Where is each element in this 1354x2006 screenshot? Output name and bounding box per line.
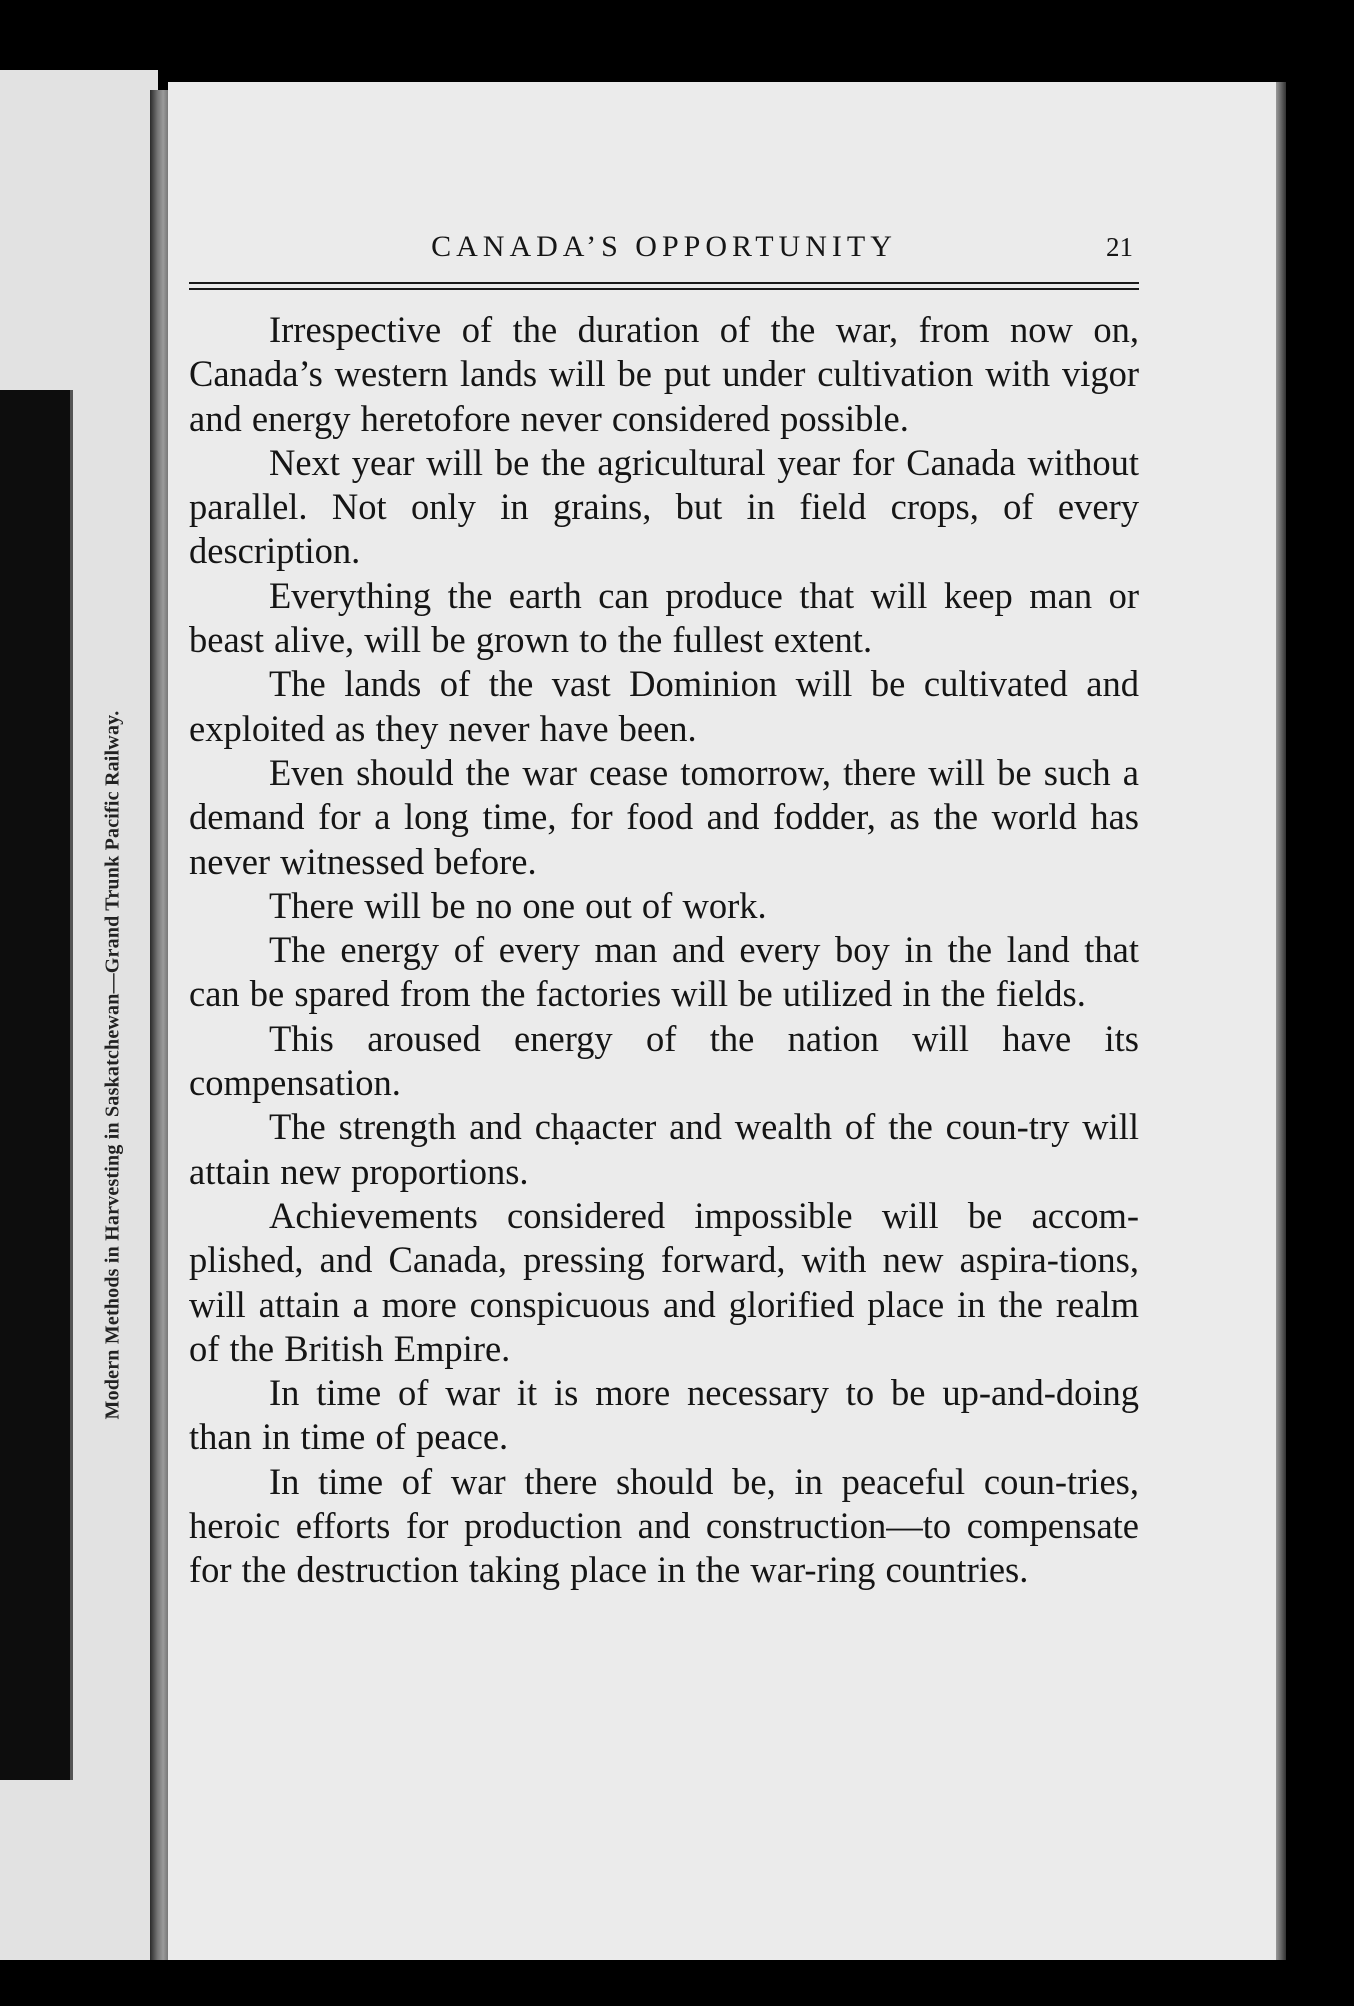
paragraph: The lands of the vast Dominion will be cultivated and exploited as they never have been. [189, 663, 1139, 749]
paragraph: Irrespective of the duration of the war, from now on, Canada’s western lands will be put under cultivation with vigor and energy heretofore never considered possible. [189, 309, 1139, 439]
paragraph: This aroused energy of the nation will have its compensation. [189, 1017, 1139, 1104]
running-title: CANADA’S OPPORTUNITY [431, 230, 897, 263]
page-number: 21 [1106, 232, 1133, 262]
photo-plate [0, 390, 73, 1780]
body-text [189, 308, 1139, 1593]
paragraph: Achievements considered impossible will be accom-plished, and Canada, pressing forward, with new aspira-tions, will attain a more conspicuous and glorified place in the realm of the British Empire. [189, 1194, 1139, 1369]
paragraph: Even should the war cease tomorrow, there will be such a demand for a long time, for food and fodder, as the world has never witnessed before. [189, 751, 1139, 882]
header-rule [189, 282, 1139, 290]
paragraph: The strength and chạacter and wealth of the coun-try will attain new proportions. [189, 1106, 1139, 1192]
paragraph: In time of war there should be, in peaceful coun-tries, heroic efforts for production and construction—to compensate for the destruction taking place in the war-ring countries. [189, 1460, 1139, 1591]
paragraph: Everything the earth can produce that will keep man or beast alive, will be grown to the fullest extent. [189, 574, 1139, 661]
running-head [189, 230, 1139, 278]
paragraph: In time of war it is more necessary to be up-and-doing than in time of peace. [189, 1372, 1139, 1458]
left-page [0, 70, 158, 1960]
paragraph: The energy of every man and every boy in the land that can be spared from the factories will be utilized in the fields. [189, 929, 1139, 1015]
paragraph: Next year will be the agricultural year for Canada without parallel. Not only in grains, but in field crops, of every description. [189, 441, 1139, 572]
page-edge [1276, 82, 1286, 1960]
side-caption: Modern Methods in Harvesting in Saskatchewan—Grand Trunk Pacific Railway. [101, 710, 124, 1420]
paragraph: There will be no one out of work. [269, 884, 767, 926]
